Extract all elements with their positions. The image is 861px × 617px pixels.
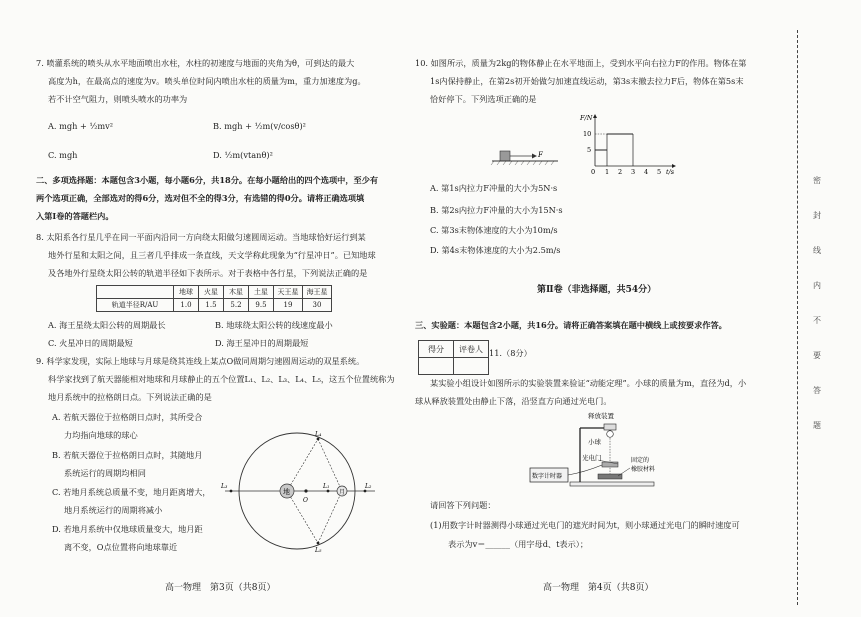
table-cell: 土星 [249, 286, 274, 299]
q10-option-b: B. 第2s内拉力F冲量的大小为15N·s [430, 205, 563, 215]
q9-line2: 科学家找到了航天器能相对地球和月球静止的五个位置L₁、L₂、L₃、L₄、L₅，这五个位置统称为 [48, 374, 395, 384]
table-cell: 5.2 [224, 299, 249, 312]
table-cell: 1.0 [174, 299, 199, 312]
l1-label: L₁ [323, 483, 330, 490]
digital-timer-label: 数字计时器 [532, 473, 563, 480]
seal-char: 答 [813, 386, 821, 395]
table-cell: 火星 [199, 286, 224, 299]
q10-line1: 10. 如图所示，质量为2kg的物体静止在水平地面上，受到水平向右拉力F的作用。物体在第 [415, 58, 747, 68]
q9-option-c-line1: C. 若地月系统总质量不变，地月距离增大， [52, 487, 211, 497]
q10-option-d: D. 第4s末物体速度的大小为2.5m/s [430, 245, 561, 255]
force-time-graph [580, 112, 680, 176]
q9-option-c-line2: 地月系统运行的周期将减小 [64, 505, 163, 515]
orbit-radius-table [96, 285, 332, 312]
seal-char: 不 [813, 316, 821, 325]
table-cell: 9.5 [249, 299, 274, 312]
q11-prompt: 请回答下列问题： [430, 500, 496, 510]
seal-char: 内 [813, 281, 821, 290]
q10-option-a: A. 第1s内拉力F冲量的大小为5N·s [430, 183, 558, 193]
seal-char: 要 [813, 351, 821, 360]
center-o-label: O [303, 497, 308, 504]
table-cell: 海王星 [303, 286, 332, 299]
q8-line2: 地外行星和太阳之间，且三者几乎排成一条直线，天文学称此现象为“行星冲日”。已知地球 [48, 250, 376, 260]
x-tick-3: 3 [631, 168, 636, 176]
l5-label: L₅ [315, 547, 322, 554]
q11-line1: 某实验小组设计如图所示的实验装置来验证“动能定理”。小球的质量为m，直径为d，小 [430, 378, 747, 388]
table-cell: 地球 [174, 286, 199, 299]
moon-label: 月 [339, 489, 346, 496]
ball-label: 小球 [588, 438, 601, 446]
seal-dashed-line [797, 30, 798, 605]
l4-label: L₄ [315, 431, 322, 438]
score-label: 得分 [419, 341, 454, 358]
table-cell: 木星 [224, 286, 249, 299]
q9-line3: 地月系统中的拉格朗日点。下列说法正确的是 [48, 392, 212, 402]
right-page-footer: 高一物理 第4页（共8页） [543, 583, 654, 593]
q7-option-b: B. mgh + ½m(v/cosθ)² [213, 121, 306, 131]
lagrange-points-diagram [215, 425, 380, 560]
q11-sub1-line1: (1)用数字计时器测得小球通过光电门的遮光时间为t，则小球通过光电门的瞬时速度可 [430, 520, 740, 530]
table-header-row [97, 286, 332, 299]
left-page-footer: 高一物理 第3页（共8页） [165, 583, 276, 593]
y-tick-10: 10 [583, 130, 592, 138]
y-tick-5: 5 [587, 146, 592, 154]
q8-option-b: B. 地球绕太阳公转的线速度最小 [215, 320, 333, 330]
section3-heading: 三、实验题：本题包含2小题，共16分。请将正确答案填在题中横线上或按要求作答。 [415, 320, 727, 330]
experiment-apparatus-figure [530, 410, 680, 492]
x-axis-label: t/s [666, 168, 675, 176]
q9-option-d-line1: D. 若地月系统中仅地球质量变大，地月距 [52, 524, 203, 534]
section2-line3: 入第Ⅰ卷的答题栏内。 [36, 211, 114, 221]
q7-line1: 7. 喷灌系统的喷头从水平地面喷出水柱，水柱的初速度与地面的夹角为θ，可到达的最大 [36, 58, 355, 68]
seal-char: 密 [813, 176, 821, 185]
grader-label: 评卷人 [454, 341, 489, 358]
q9-option-a-line1: A. 若航天器位于拉格朗日点时，其所受合 [52, 412, 203, 422]
l3-label: L₃ [221, 483, 228, 490]
q9-option-b-line1: B. 若航天器位于拉格朗日点时，其随地月 [52, 450, 203, 460]
q7-option-d: D. ½m(vtanθ)² [213, 150, 273, 160]
x-tick-5: 5 [657, 168, 662, 176]
q8-option-c: C. 火星冲日的周期最短 [48, 338, 133, 348]
q10-line3: 恰好停下。下列选项正确的是 [430, 94, 537, 104]
q9-option-b-line2: 系统运行的周期均相同 [64, 468, 146, 478]
seal-char: 封 [813, 211, 821, 220]
x-tick-2: 2 [618, 168, 623, 176]
block-force-figure [490, 148, 570, 172]
q7-option-a: A. mgh + ½mv² [48, 121, 114, 131]
q11-sub1-line2: 表示为v＝______（用字母d、t表示）； [448, 539, 589, 549]
table-cell: 天王星 [274, 286, 303, 299]
force-label: F [538, 151, 543, 159]
q9-option-d-line2: 离不变，O点位置将向地球靠近 [64, 542, 178, 552]
q11-line2: 球从释放装置处由静止下落，沿竖直方向通过光电门。 [415, 396, 612, 406]
photogate-label: 光电门 [582, 454, 602, 462]
l2-label: L₂ [365, 483, 372, 490]
q8-line3: 及各地外行星绕太阳公转的轨道半径如下表所示。对于表格中各行星，下列说法正确的是 [48, 268, 368, 278]
y-axis-label: F/N [580, 114, 593, 122]
table-cell: 30 [303, 299, 332, 312]
fixed-label: 固定的 [631, 457, 650, 464]
score-box [418, 340, 489, 375]
seal-strip [790, 0, 861, 617]
seal-char: 题 [813, 421, 821, 430]
table-row [97, 299, 332, 312]
q8-line1: 8. 太阳系各行星几乎在同一平面内沿同一方向绕太阳做匀速圆周运动。当地球恰好运行到某 [36, 232, 366, 242]
seal-char: 线 [813, 246, 821, 255]
q10-line2: 1s内保持静止，在第2s初开始做匀加速直线运动，第3s末撤去拉力F后，物体在第5s末 [430, 76, 744, 86]
x-tick-4: 4 [644, 168, 649, 176]
table-cell: 19 [274, 299, 303, 312]
part2-title: 第Ⅱ卷（非选择题，共54分） [537, 285, 657, 295]
section2-line1: 二、多项选择题：本题包含3小题，每小题6分，共18分。在每小题给出的四个选项中，至少有 [36, 175, 379, 185]
grader-cell [454, 358, 489, 375]
q7-line3: 若不计空气阻力，则喷头喷水的功率为 [48, 94, 188, 104]
q8-option-a: A. 海王星绕太阳公转的周期最长 [48, 320, 166, 330]
q9-option-a-line2: 力均指向地球的球心 [64, 430, 138, 440]
release-device-label: 释放装置 [588, 412, 614, 420]
q7-line2: 高度为h，在最高点的速度为v。喷头单位时间内喷出水柱的质量为m，重力加速度为g。 [48, 76, 366, 86]
earth-label: 地 [283, 488, 290, 496]
q11-title: 11.（8分） [489, 348, 532, 358]
origin-label: 0 [591, 168, 596, 176]
table-cell [97, 286, 174, 299]
section2-line2: 两个选项正确，全部选对的得6分，选对但不全的得3分，有选错的得0分。请将正确选项填 [36, 193, 365, 203]
table-cell: 轨道半径R/AU [97, 299, 174, 312]
score-cell [419, 358, 454, 375]
q10-option-c: C. 第3s末物体速度的大小为10m/s [430, 225, 558, 235]
x-tick-1: 1 [605, 168, 610, 176]
q8-option-d: D. 海王星冲日的周期最短 [215, 338, 309, 348]
table-cell: 1.5 [199, 299, 224, 312]
rubber-material-label: 橡胶材料 [631, 466, 656, 473]
q7-option-c: C. mgh [48, 150, 78, 160]
q9-line1: 9. 科学家发现，实际上地球与月球是绕其连线上某点O做同周期匀速圆周运动的双星系统。 [36, 356, 365, 366]
